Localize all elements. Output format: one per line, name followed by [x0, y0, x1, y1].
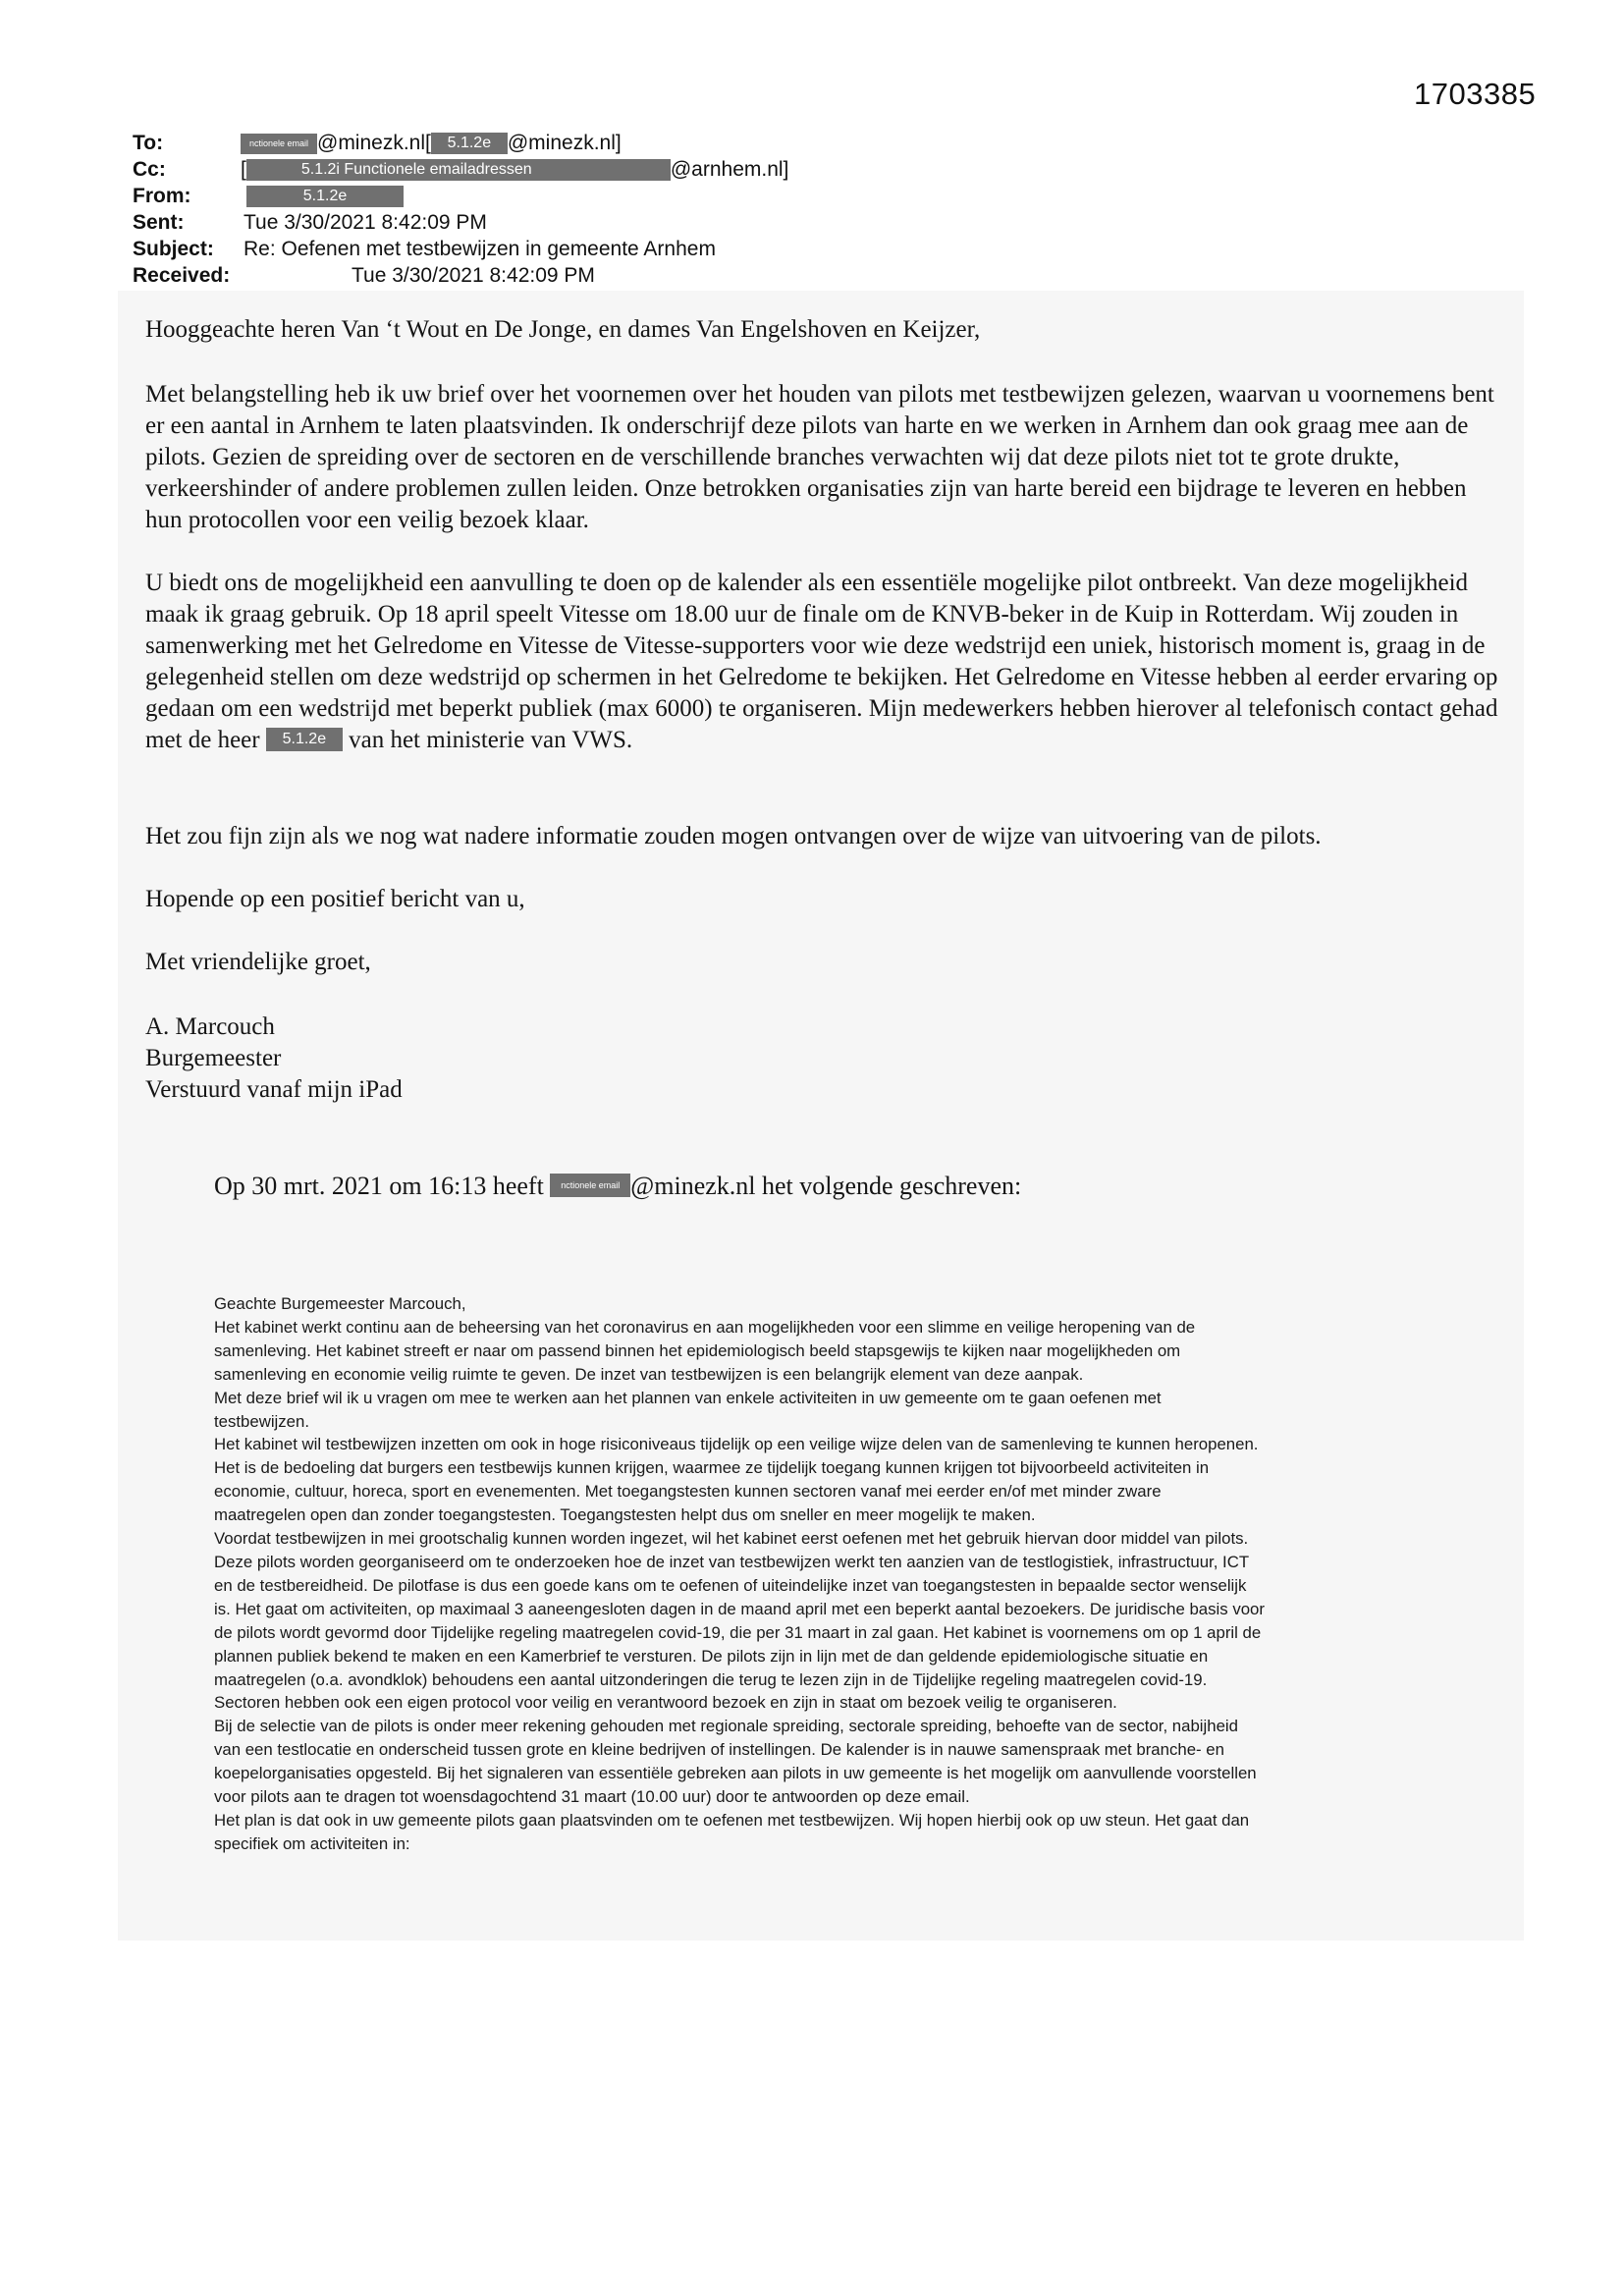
- sent-value: Tue 3/30/2021 8:42:09 PM: [244, 211, 487, 234]
- quoted-line: Voordat testbewijzen in mei grootschalig kunnen worden ingezet, wil het kabinet eerst oefenen met het gebruik hiervan door middel van pilots.: [214, 1529, 1249, 1549]
- subject-value: Re: Oefenen met testbewijzen in gemeente Arnhem: [244, 238, 716, 260]
- letter-paragraph-2: [145, 568, 1500, 756]
- quote-intro: [214, 1171, 1021, 1202]
- letter-paragraph-3: Het zou fijn zijn als we nog wat nadere informatie zouden mogen ontvangen over de wijze van uitvoering van de pilots.: [145, 823, 1322, 849]
- quoted-line: plannen publiek bekend te maken en een Kamerbrief te versturen. De pilots zijn in lijn met de dan geldende epidemiologische situatie en: [214, 1646, 1209, 1666]
- cc-value: [241, 156, 788, 183]
- to-label: To:: [133, 132, 164, 154]
- cc-domain: @arnhem.nl]: [670, 158, 789, 181]
- quoted-line: Het kabinet werkt continu aan de beheersing van het coronavirus en aan mogelijkheden voor een slimme en veilige heropening van de: [214, 1317, 1196, 1337]
- quote-intro-prefix: Op 30 mrt. 2021 om 16:13 heeft: [214, 1172, 544, 1200]
- quoted-line: Het kabinet wil testbewijzen inzetten om ook in hoge risiconiveaus tijdelijk op een veilige wijze delen van de samenleving te kunnen heropenen.: [214, 1435, 1259, 1454]
- cc-label: Cc:: [133, 158, 166, 181]
- quoted-line: voor pilots aan te dragen tot woensdagochtend 31 maart (10.00 uur) door te antwoorden op deze email.: [214, 1787, 970, 1807]
- from-label: From:: [133, 185, 191, 207]
- quote-intro-suffix: @minezk.nl het volgende geschreven:: [630, 1172, 1022, 1200]
- quoted-line: samenleving. Het kabinet streeft er naar om passend binnen het epidemiologisch beeld stapsgewijs te kijken naar mogelijkheden om: [214, 1340, 1181, 1360]
- letter-paragraph-1: Met belangstelling heb ik uw brief over het voornemen over het houden van pilots met testbewijzen gelezen, waarvan u voornemens bent er een aantal in Arnhem te laten plaatsvinden. Ik onderschrijf deze pilots van harte en we werken in Arnhem dan ook graag mee aan de pilots. Gezien de spreiding over de sectoren en de verschillende branches verwachten wij dat deze pilots niet tot te grote drukte, verkeershinder of andere problemen zullen leiden. Onze betrokken organisaties zijn van harte bereid een bijdrage te leveren en hebben hun protocollen voor een veilig bezoek klaar.: [145, 381, 1494, 533]
- quoted-line: en de testbereidheid. De pilotfase is dus een goede kans om te oefenen of uiteindelijke inzet van toegangstesten in bepaalde sector wenselijk: [214, 1575, 1247, 1595]
- paragraph-2-text-end: van het ministerie van VWS.: [349, 727, 633, 753]
- cc-bracket: [: [241, 158, 246, 181]
- received-value: Tue 3/30/2021 8:42:09 PM: [352, 264, 595, 287]
- to-domain-1: @minezk.nl[: [317, 132, 431, 154]
- quoted-line: Met deze brief wil ik u vragen om mee te werken aan het plannen van enkele activiteiten in uw gemeente om te gaan oefenen met: [214, 1388, 1162, 1407]
- quoted-line: economie, cultuur, horeca, sport en evenementen. Met toegangstesten kunnen sectoren vanaf mei eerder en/of met minder zware: [214, 1482, 1162, 1502]
- signature-name: A. Marcouch: [145, 1013, 275, 1040]
- document-number: 1703385: [1414, 77, 1537, 111]
- quoted-line: testbewijzen.: [214, 1411, 310, 1431]
- quoted-line: Het is de bedoeling dat burgers een testbewijs kunnen krijgen, waarmee ze tijdelijk toegang kunnen krijgen tot bijvoorbeeld activiteiten in: [214, 1458, 1210, 1478]
- quoted-line: Het plan is dat ook in uw gemeente pilots gaan plaatsvinden om te oefenen met testbewijzen. Wij hopen hierbij ook op uw steun. Het gaat dan: [214, 1810, 1250, 1830]
- signature-title: Burgemeester: [145, 1045, 282, 1071]
- quoted-line: Geachte Burgemeester Marcouch,: [214, 1294, 466, 1313]
- subject-label: Subject:: [133, 238, 214, 260]
- quoted-line: samenleving en economie veilig ruimte te geven. De inzet van testbewijzen is een belangrijk element van deze aanpak.: [214, 1364, 1084, 1384]
- quoted-line: Sectoren hebben ook een eigen protocol voor veilig en verantwoord bezoek en zijn in staat om bezoek veilig te organiseren.: [214, 1693, 1117, 1713]
- quoted-line: maatregelen open dan zonder toegangstesten. Toegangstesten helpt dus om sneller en meer mogelijk te maken.: [214, 1505, 1036, 1525]
- email-header: [133, 130, 1016, 297]
- quoted-line: is. Het gaat om activiteiten, op maximaal 3 aaneengesloten dagen in de maand april met een beperkt aantal bezoekers. De juridische basis voor: [214, 1599, 1265, 1618]
- quoted-line: koepelorganisaties opgesteld. Bij het signaleren van essentiële gebreken aan pilots in uw gemeente is het mogelijk om aanvullende voorstellen: [214, 1764, 1257, 1783]
- from-value: [246, 183, 404, 209]
- paragraph-2-text: U biedt ons de mogelijkheid een aanvulling te doen op de kalender als een essentiële mogelijke pilot ontbreekt. Van deze mogelijkheid maak ik graag gebruik. Op 18 april speelt Vitesse om 18.00 uur de finale om de KNVB-beker in de Kuip in Rotterdam. Wij zouden in samenwerking met het Gelredome en Vitesse de Vitesse-supporters voor wie deze wedstrijd een uniek, historisch moment is, graag in de gelegenheid stellen om deze wedstrijd op schermen in het Gelredome te bekijken. Het Gelredome en Vitesse hebben al eerder ervaring op gedaan om een wedstrijd met beperkt publiek (max 6000) te organiseren. Mijn medewerkers hebben hierover al telefonisch contact gehad met de heer: [145, 570, 1498, 753]
- quoted-line: maatregelen (o.a. avondklok) behoudens een aantal uitzonderingen die terug te lezen zijn in de Tijdelijke regeling maatregelen covid-19.: [214, 1669, 1208, 1689]
- redaction-box: nctionele email: [241, 134, 317, 154]
- letter-closing: Met vriendelijke groet,: [145, 949, 371, 975]
- redaction-box: 5.1.2e: [266, 728, 343, 751]
- quoted-line: specifiek om activiteiten in:: [214, 1833, 410, 1853]
- quoted-line: de pilots wordt gevormd door Tijdelijke regeling maatregelen covid-19, die per 31 maart in zal gaan. Het kabinet is voornemens om op 1 april de: [214, 1622, 1262, 1642]
- redaction-box: nctionele email: [550, 1174, 630, 1197]
- redaction-box: 5.1.2e: [431, 133, 508, 154]
- quoted-line: Deze pilots worden georganiseerd om te onderzoeken hoe de inzet van testbewijzen werkt ten aanzien van de testlogistiek, infrastructuur, ICT: [214, 1552, 1250, 1571]
- letter-paragraph-4: Hopende op een positief bericht van u,: [145, 886, 525, 912]
- received-label: Received:: [133, 264, 231, 287]
- to-value: [241, 130, 622, 156]
- redaction-box: 5.1.2i Functionele emailadressen: [246, 159, 671, 181]
- quoted-message: [214, 1292, 1432, 1856]
- sent-label: Sent:: [133, 211, 185, 234]
- quoted-line: van een testlocatie en onderscheid tussen grote en kleine bedrijven of instellingen. De kalender is in nauwe samenspraak met branche- en: [214, 1740, 1224, 1760]
- signature-device: Verstuurd vanaf mijn iPad: [145, 1076, 403, 1103]
- signature-block: [145, 1011, 1500, 1106]
- redaction-box: 5.1.2e: [246, 186, 404, 207]
- to-domain-2: @minezk.nl]: [507, 132, 622, 154]
- quoted-line: Bij de selectie van de pilots is onder meer rekening gehouden met regionale spreiding, sectorale spreiding, behoefte van de sector, nabijheid: [214, 1717, 1238, 1736]
- letter-salutation: Hooggeachte heren Van ‘t Wout en De Jonge, en dames Van Engelshoven en Keijzer,: [145, 316, 981, 343]
